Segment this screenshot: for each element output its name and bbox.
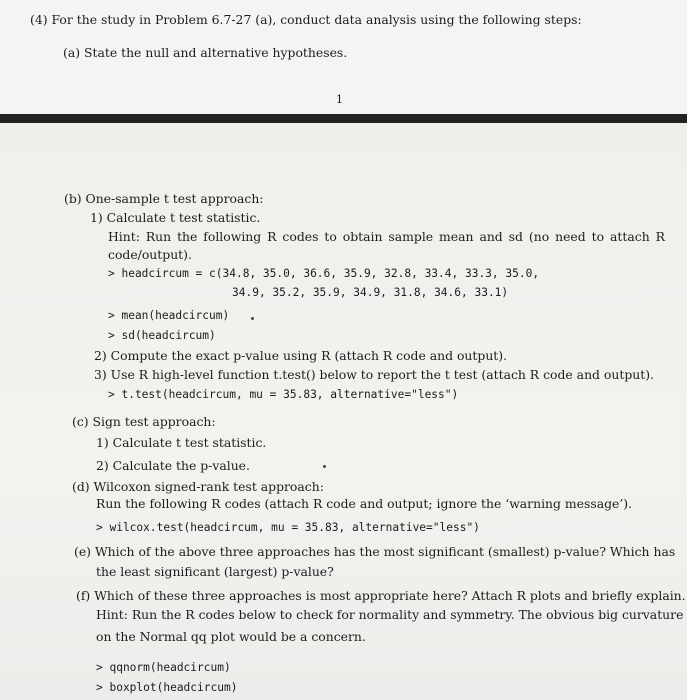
question-4-heading: (4) For the study in Problem 6.7-27 (a), conduct data analysis using the following steps: (30, 12, 582, 27)
stray-dot (323, 465, 326, 468)
code-headcircum-line1: > headcircum = c(34.8, 35.0, 36.6, 35.9, 32.8, 33.4, 33.3, 35.0, (108, 267, 540, 280)
page-divider (0, 114, 687, 123)
page-number: 1 (336, 93, 343, 106)
part-f-line1: (f) Which of these three approaches is most appropriate here? Attach R plots and briefly explain. (76, 588, 686, 603)
code-qqnorm: > qqnorm(headcircum) (96, 661, 231, 674)
part-e-line1: (e) Which of the above three approaches has the most significant (smallest) p-value? Which has (74, 544, 676, 559)
code-ttest: > t.test(headcircum, mu = 35.83, alternative="less") (108, 388, 459, 401)
code-sd: > sd(headcircum) (108, 329, 216, 342)
part-f-line3: on the Normal qq plot would be a concern. (96, 629, 366, 644)
part-b-step1: 1) Calculate t test statistic. (90, 210, 261, 225)
part-b-heading: (b) One-sample t test approach: (64, 191, 264, 206)
code-headcircum-line2: 34.9, 35.2, 35.9, 34.9, 31.8, 34.6, 33.1) (232, 286, 509, 299)
code-wilcox: > wilcox.test(headcircum, mu = 35.83, alternative="less") (96, 521, 480, 534)
part-d-line2: Run the following R codes (attach R code and output; ignore the ‘warning message’). (96, 496, 633, 511)
stray-dot (251, 317, 254, 320)
part-d-heading: (d) Wilcoxon signed-rank test approach: (72, 479, 324, 494)
part-f-line2: Hint: Run the R codes below to check for normality and symmetry. The obvious big curvature (96, 607, 684, 622)
code-mean: > mean(headcircum) (108, 309, 230, 322)
part-c-step2: 2) Calculate the p-value. (96, 458, 250, 473)
part-b-hint-line2: code/output). (108, 247, 192, 262)
part-c-heading: (c) Sign test approach: (72, 414, 216, 429)
code-boxplot: > boxplot(headcircum) (96, 681, 238, 694)
part-b-hint-line1: Hint: Run the following R codes to obtain sample mean and sd (no need to attach R (108, 229, 665, 244)
part-c-step1: 1) Calculate t test statistic. (96, 435, 267, 450)
part-b-step2: 2) Compute the exact p-value using R (attach R code and output). (94, 348, 508, 363)
part-e-line2: the least significant (largest) p-value? (96, 564, 334, 579)
part-a-text: (a) State the null and alternative hypotheses. (63, 45, 348, 60)
part-b-step3: 3) Use R high-level function t.test() below to report the t test (attach R code and output). (94, 367, 654, 382)
